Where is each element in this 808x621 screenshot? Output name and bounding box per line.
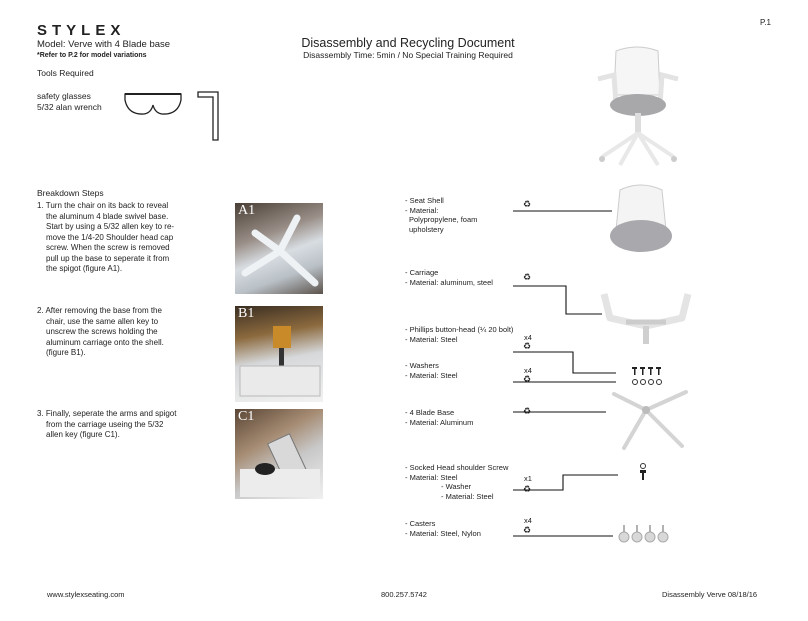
step-line: unscrew the screws holding the <box>46 327 158 336</box>
step-line: aluminum carriage onto the shell. <box>46 337 164 347</box>
part-phillips-bolt <box>405 325 513 344</box>
allen-wrench-icon <box>196 88 226 146</box>
document-title: Disassembly and Recycling Document <box>301 36 515 50</box>
step-line: 1. Turn the chair on its back to reveal <box>37 201 169 210</box>
footer-doc-info: Disassembly Verve 08/18/16 <box>662 590 758 599</box>
recycle-icon: ♻ <box>523 374 532 384</box>
document-subtitle: Disassembly Time: 5min / No Special Training Required <box>303 50 513 60</box>
tool-item: 5/32 alan wrench <box>37 102 102 112</box>
recycle-icon: ♻ <box>523 406 532 416</box>
part-line: - Casters <box>405 519 436 528</box>
part-line: - Washers <box>405 361 439 370</box>
leader-lines <box>510 200 620 545</box>
part-line: - Material: Steel <box>405 370 458 380</box>
casters-image <box>616 522 672 546</box>
step-line: move the 1/4-20 Shoulder head cap <box>46 232 174 242</box>
step-line: allen key (figure C1). <box>46 430 120 439</box>
part-blade-base <box>405 408 473 427</box>
step-1 <box>37 201 185 275</box>
part-line: - Material: aluminum, steel <box>405 277 493 287</box>
chair-image <box>590 45 686 170</box>
qty-casters: x4 <box>524 516 532 525</box>
step-line: the aluminum 4 blade swivel base. <box>46 211 169 221</box>
step-line: 3. Finally, seperate the arms and spigot <box>37 409 177 418</box>
shoulder-screw-image <box>636 462 650 482</box>
part-washers <box>405 361 458 380</box>
part-line: - Material: Steel <box>405 334 458 344</box>
part-line: - Material: <box>405 205 439 215</box>
step-line: pull up the base to seperate it from <box>46 253 170 263</box>
part-line: Polypropylene, foam <box>409 215 478 224</box>
figure-label: C1 <box>238 409 255 424</box>
part-seat-shell <box>405 196 477 234</box>
step-line: Start by using a 5/32 allen key to re- <box>46 222 175 231</box>
recycle-icon: ♻ <box>523 341 532 351</box>
step-line: screw. When the screw is removed <box>46 243 170 252</box>
qty-washers: x4 <box>524 366 532 375</box>
step-2 <box>37 306 185 359</box>
part-line: - Material: Steel <box>405 472 458 482</box>
footer-website[interactable]: www.stylexseating.com <box>47 590 125 599</box>
qty-phillips: x4 <box>524 333 532 342</box>
step-line: from the carriage useing the 5/32 <box>46 419 164 429</box>
footer-phone: 800.257.5742 <box>381 590 427 599</box>
part-carriage <box>405 268 493 287</box>
model-name: Model: Verve with 4 Blade base <box>37 39 171 50</box>
step-line: 2. After removing the base from the <box>37 306 162 315</box>
step-line: (figure B1). <box>46 348 86 357</box>
blade-base-image <box>606 388 690 454</box>
step-line: the spigot (figure A1). <box>46 264 123 273</box>
recycle-icon: ♻ <box>523 272 532 282</box>
part-line: - Material: Aluminum <box>405 417 474 427</box>
figure-label: B1 <box>238 306 255 321</box>
recycle-icon: ♻ <box>523 525 532 535</box>
tools-heading: Tools Required <box>37 68 94 78</box>
part-line: - Material: Steel, Nylon <box>405 528 481 538</box>
brand-logo: STYLEX <box>37 22 126 39</box>
tool-item: safety glasses <box>37 91 91 101</box>
part-line: - Material: Steel <box>441 491 494 501</box>
step-3 <box>37 409 185 441</box>
carriage-image <box>596 290 696 348</box>
qty-shoulder-screw: x1 <box>524 474 532 483</box>
part-line: - Washer <box>441 482 472 491</box>
screws-washers-image <box>630 364 666 388</box>
part-line: - Phillips button-head (¼ 20 bolt) <box>405 325 514 334</box>
safety-glasses-icon <box>122 88 184 122</box>
seat-shell-image <box>606 182 676 262</box>
part-line: upholstery <box>409 224 444 234</box>
recycle-icon: ♻ <box>523 484 532 494</box>
part-line: - Carriage <box>405 268 439 277</box>
figure-c1-photo <box>235 409 323 499</box>
part-line: - 4 Blade Base <box>405 408 455 417</box>
step-line: chair, use the same allen key to <box>46 316 159 326</box>
part-line: - Seat Shell <box>405 196 444 205</box>
figure-a1-photo <box>235 203 323 294</box>
recycle-icon: ♻ <box>523 199 532 209</box>
part-shoulder-screw <box>405 463 508 501</box>
figure-b1-photo <box>235 306 323 402</box>
page-number: P.1 <box>760 18 771 27</box>
figure-label: A1 <box>238 203 256 218</box>
part-casters <box>405 519 481 538</box>
steps-heading: Breakdown Steps <box>37 188 104 198</box>
part-line: - Socked Head shoulder Screw <box>405 463 509 472</box>
refer-note: *Refer to P.2 for model variations <box>37 52 147 59</box>
